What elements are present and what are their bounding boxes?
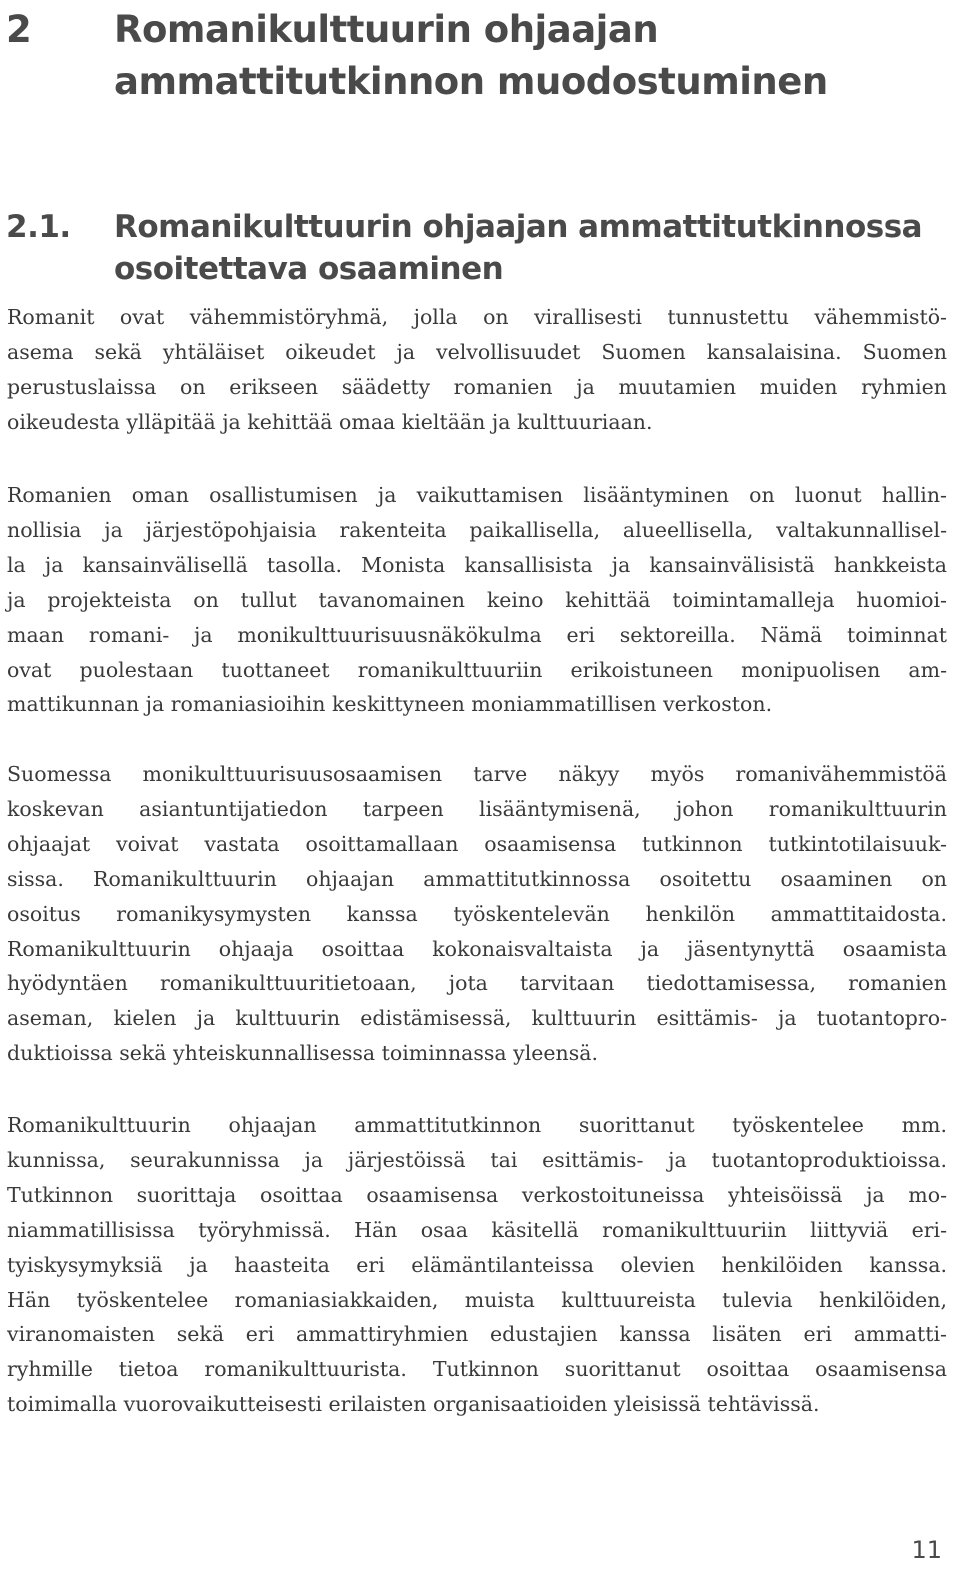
- text-line: kunnissa, seurakunnissa ja järjestöissä tai esittämis- ja tuotantoproduktioissa.: [7, 1147, 947, 1172]
- text-line: koskevan asiantuntijatiedon tarpeen lisääntymisenä, johon romanikulttuurin: [7, 796, 947, 821]
- text-line: Tutkinnon suorittaja osoittaa osaamisensa verkostoituneissa yhteisöissä ja mo-: [7, 1182, 947, 1207]
- paragraph-2: [7, 478, 947, 722]
- text-line: sissa. Romanikulttuurin ohjaajan ammattitutkinnossa osoitettu osaaminen on: [7, 866, 947, 891]
- text-line: perustuslaissa on erikseen säädetty romanien ja muutamien muiden ryhmien: [7, 374, 947, 399]
- text-line: ohjaajat voivat vastata osoittamallaan osaamisensa tutkinnon tutkintotilaisuuk-: [7, 831, 947, 856]
- text-line: osoitus romanikysymysten kanssa työskentelevän henkilön ammattitaidosta.: [7, 901, 947, 926]
- text-line: Romanit ovat vähemmistöryhmä, jolla on virallisesti tunnustettu vähemmistö-: [7, 305, 947, 329]
- section-title: Romanikulttuurin ohjaajan ammattitutkinnossa osoitettava osaaminen: [114, 209, 923, 287]
- text-line: Romanikulttuurin ohjaaja osoittaa kokonaisvaltaista ja jäsentynyttä osaamista: [7, 936, 947, 961]
- text-line: Romanikulttuurin ohjaajan ammattitutkinnon suorittanut työskentelee mm.: [7, 1113, 947, 1137]
- paragraph-1: [7, 300, 947, 440]
- paragraph-3: [7, 757, 947, 1071]
- text-line: viranomaisten sekä eri ammattiryhmien edustajien kanssa lisäten eri ammatti-: [7, 1322, 947, 1347]
- text-line: nollisia ja järjestöpohjaisia rakenteita paikallisella, alueellisella, valtakunnallisel-: [7, 517, 947, 542]
- chapter-title: Romanikulttuurin ohjaajan ammattitutkinnon muodostuminen: [114, 8, 828, 103]
- text-line: maan romani- ja monikulttuurisuusnäkökulma eri sektoreilla. Nämä toiminnat: [7, 622, 947, 647]
- paragraph-4: [7, 1108, 947, 1422]
- text-line: ja projekteista on tullut tavanomainen keino kehittää toimintamalleja huomioi-: [7, 587, 947, 612]
- text-line: la ja kansainvälisellä tasolla. Monista kansallisista ja kansainvälisistä hankkeista: [7, 552, 947, 577]
- text-line: ovat puolestaan tuottaneet romanikulttuuriin erikoistuneen monipuolisen am-: [7, 657, 947, 682]
- text-line: Hän työskentelee romaniasiakkaiden, muista kulttuureista tulevia henkilöiden,: [7, 1287, 947, 1312]
- text-line: Romanien oman osallistumisen ja vaikuttamisen lisääntyminen on luonut hallin-: [7, 483, 947, 507]
- chapter-number: 2: [6, 8, 32, 51]
- text-line: hyödyntäen romanikulttuuritietoaan, jota tarvitaan tiedottamisessa, romanien: [7, 971, 947, 996]
- text-line: oikeudesta ylläpitää ja kehittää omaa kieltään ja kulttuuriaan.: [7, 409, 653, 434]
- section-number: 2.1.: [6, 209, 71, 245]
- text-line: Suomessa monikulttuurisuusosaamisen tarve näkyy myös romanivähemmistöä: [7, 762, 947, 786]
- section-heading: [6, 206, 934, 290]
- text-line: duktioissa sekä yhteiskunnallisessa toiminnassa yleensä.: [7, 1041, 599, 1066]
- text-line: niammatillisissa työryhmissä. Hän osaa käsitellä romanikulttuuriin liittyviä eri-: [7, 1217, 947, 1242]
- text-line: toimimalla vuorovaikutteisesti erilaisten organisaatioiden yleisissä tehtävissä.: [7, 1392, 820, 1417]
- text-line: tyiskysymyksiä ja haasteita eri elämäntilanteissa olevien henkilöiden kanssa.: [7, 1252, 947, 1277]
- chapter-heading: [6, 4, 934, 108]
- page-number: 11: [911, 1536, 942, 1564]
- text-line: asema sekä yhtäläiset oikeudet ja velvollisuudet Suomen kansalaisina. Suomen: [7, 339, 947, 364]
- text-line: aseman, kielen ja kulttuurin edistämisessä, kulttuurin esittämis- ja tuotantopro-: [7, 1006, 947, 1031]
- text-line: ryhmille tietoa romanikulttuurista. Tutkinnon suorittanut osoittaa osaamisensa: [7, 1357, 947, 1382]
- text-line: mattikunnan ja romaniasioihin keskittyneen moniammatillisen verkoston.: [7, 692, 773, 717]
